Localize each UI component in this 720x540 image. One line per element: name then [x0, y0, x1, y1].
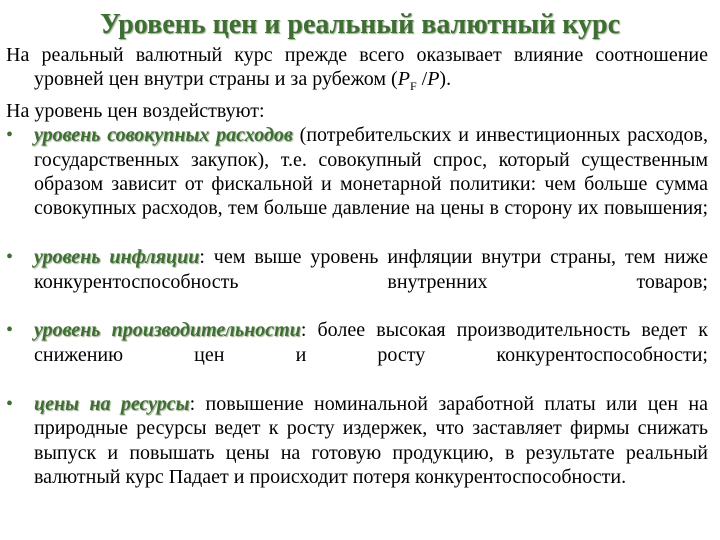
term-label: уровень инфляции: [34, 246, 200, 269]
term-label: уровень совокупных расходов: [34, 124, 293, 147]
list-item: [6, 318, 708, 391]
price-domestic-var: P: [427, 68, 440, 91]
bullet-icon: •: [6, 319, 14, 342]
price-foreign-var: P: [397, 68, 410, 91]
price-foreign-sub: F: [409, 79, 417, 94]
bullet-icon: •: [6, 392, 14, 415]
bullet-icon: •: [6, 124, 14, 147]
term-label: цены на ресурсы: [34, 392, 190, 415]
list-item: [6, 123, 708, 245]
intro-paragraph: [6, 43, 708, 99]
intro-text-a: На реальный валютный курс прежде всего оказывает влияние соотношение уровней цен внутри страны и за рубежом (: [6, 44, 708, 91]
item-text: : повышение номинальной заработной платы или цен на природные ресурсы ведет к росту издержек, что заставляет фирмы снижать выпуск и повышать цены на готовую продукцию, в результате реальный валютный курс Падает и происходит потеря конкурентоспособности.: [34, 392, 708, 488]
slide-body: [6, 43, 708, 489]
list-item: [6, 245, 708, 318]
item-text: : чем выше уровень инфляции внутри страны, тем ниже конкурентоспособность внутренних товаров;: [34, 246, 708, 293]
list-item: [6, 392, 708, 490]
item-text: (потребительских и инвестиционных расходов, государственных закупок), т.е. совокупный спрос, который существенным образом зависит от фискальной и монетарной политики: чем больше сумма совокупных расходов, тем больше давление на цены в сторону их повышения;: [34, 124, 708, 220]
intro-text-b: /: [416, 68, 428, 91]
lead-paragraph: На уровень цен воздействуют:: [6, 99, 265, 122]
item-text: : более высокая производительность ведет к снижению цен и росту конкурентоспособности;: [34, 319, 708, 366]
factor-list: [6, 123, 708, 489]
term-label: уровень производительности: [34, 319, 301, 342]
bullet-icon: •: [6, 246, 14, 269]
intro-text-c: ).: [439, 68, 452, 91]
slide-title: Уровень цен и реальный валютный курс: [99, 9, 621, 40]
